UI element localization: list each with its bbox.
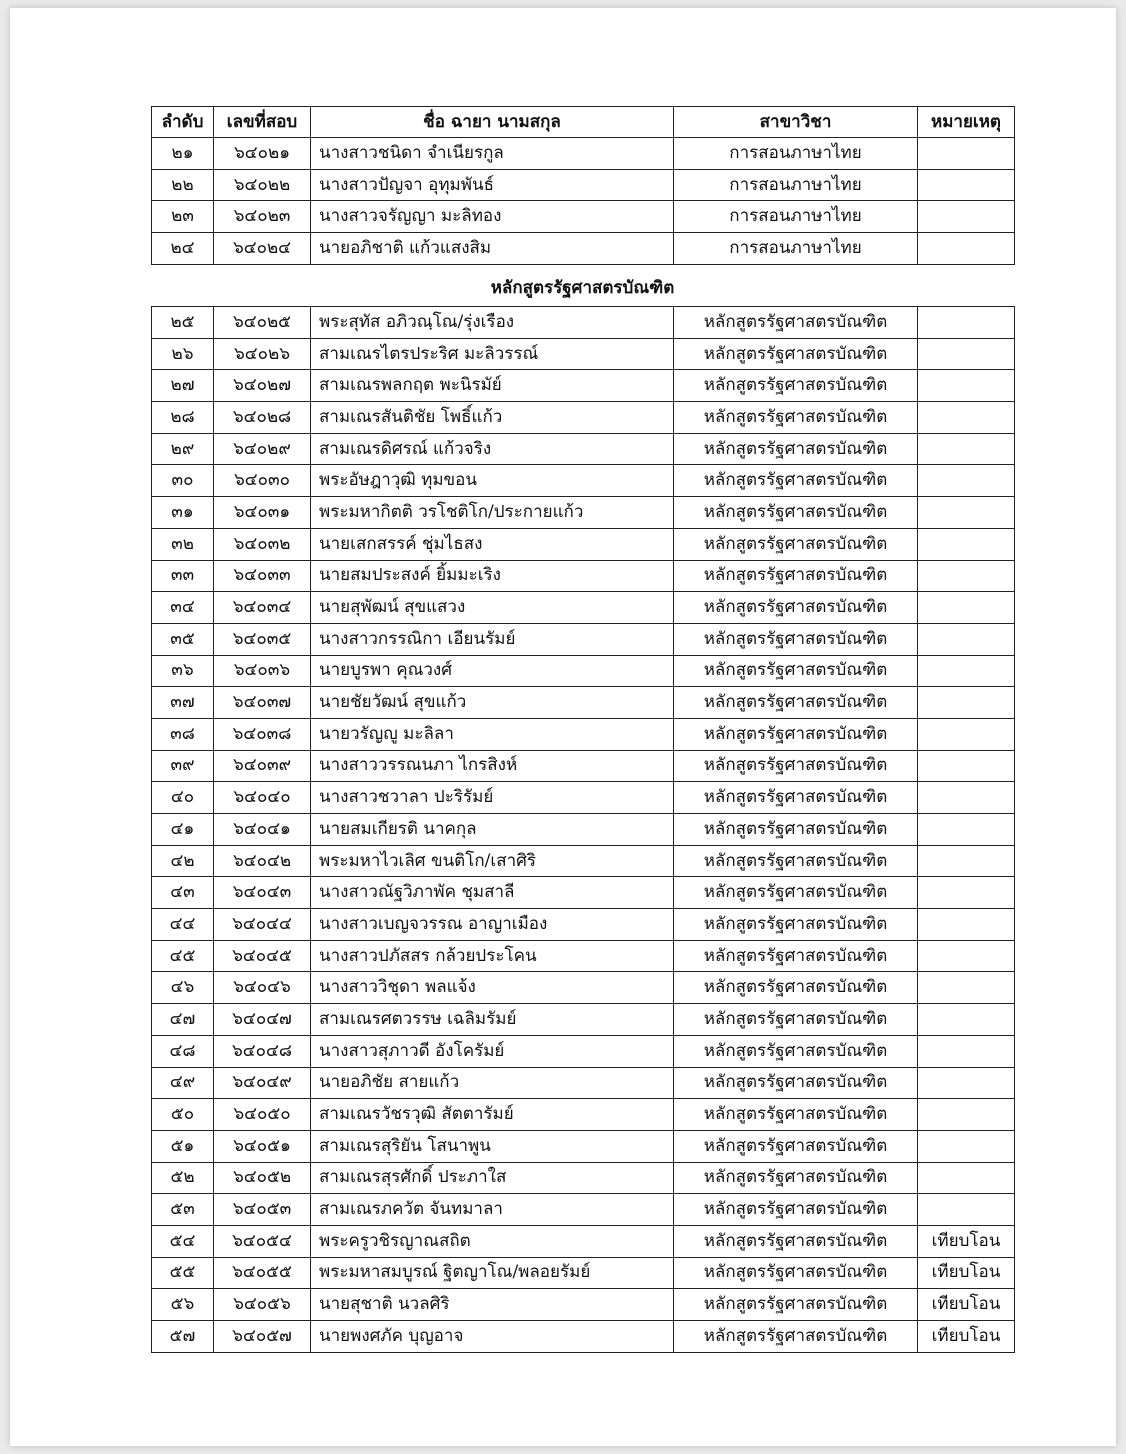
cell-exam-id: ๖๔๐๒๕ [214,307,311,339]
cell-exam-id: ๖๔๐๕๐ [214,1099,311,1131]
cell-exam-id: ๖๔๐๔๓ [214,877,311,909]
cell-name: นางสาวณัฐวิภาพัค ชุมสาลี [311,877,674,909]
cell-no: ๕๖ [152,1289,214,1321]
header-no: ลำดับ [152,107,214,138]
cell-no: ๒๖ [152,338,214,370]
cell-major: หลักสูตรรัฐศาสตรบัณฑิต [674,1004,918,1036]
cell-no: ๕๕ [152,1257,214,1289]
cell-no: ๕๔ [152,1225,214,1257]
cell-no: ๓๕ [152,623,214,655]
cell-no: ๓๓ [152,560,214,592]
cell-no: ๕๐ [152,1099,214,1131]
cell-major: หลักสูตรรัฐศาสตรบัณฑิต [674,1035,918,1067]
cell-no: ๔๑ [152,814,214,846]
table-row [152,201,1015,233]
table-row [152,497,1015,529]
cell-no: ๓๖ [152,655,214,687]
cell-no: ๔๒ [152,845,214,877]
cell-no: ๔๓ [152,877,214,909]
cell-name: นายอภิชาติ แก้วแสงสิม [311,233,674,265]
cell-no: ๔๘ [152,1035,214,1067]
header-major: สาขาวิชา [674,107,918,138]
cell-name: นางสาวกรรณิกา เอียนรัมย์ [311,623,674,655]
table-row [152,307,1015,339]
cell-name: นางสาววิชุดา พลแจ้ง [311,972,674,1004]
table-row [152,560,1015,592]
cell-exam-id: ๖๔๐๓๒ [214,528,311,560]
table-row [152,465,1015,497]
cell-name: นายอภิชัย สายแก้ว [311,1067,674,1099]
table-row [152,782,1015,814]
table-row [152,433,1015,465]
cell-name: สามเณรศตวรรษ เฉลิมรัมย์ [311,1004,674,1036]
cell-name: นายชัยวัฒน์ สุขแก้ว [311,687,674,719]
cell-exam-id: ๖๔๐๒๖ [214,338,311,370]
table-row [152,233,1015,265]
cell-exam-id: ๖๔๐๓๔ [214,592,311,624]
cell-note: เทียบโอน [918,1257,1015,1289]
cell-no: ๓๐ [152,465,214,497]
cell-no: ๓๑ [152,497,214,529]
cell-major: หลักสูตรรัฐศาสตรบัณฑิต [674,845,918,877]
cell-exam-id: ๖๔๐๕๑ [214,1130,311,1162]
cell-no: ๔๐ [152,782,214,814]
cell-name: สามเณรพลกฤต พะนิรมัย์ [311,370,674,402]
document-page [10,8,1116,1446]
cell-name: พระมหาสมบูรณ์ ฐิตญาโณ/พลอยรัมย์ [311,1257,674,1289]
cell-no: ๒๓ [152,201,214,233]
cell-name: นายสุชาติ นวลศิริ [311,1289,674,1321]
cell-note [918,201,1015,233]
cell-major: หลักสูตรรัฐศาสตรบัณฑิต [674,1130,918,1162]
cell-note [918,560,1015,592]
cell-name: นายเสกสรรค์ ชุ่มไธสง [311,528,674,560]
cell-note [918,138,1015,170]
table-row [152,1194,1015,1226]
cell-exam-id: ๖๔๐๕๕ [214,1257,311,1289]
cell-exam-id: ๖๔๐๓๗ [214,687,311,719]
cell-no: ๒๗ [152,370,214,402]
cell-note [918,718,1015,750]
table-row [152,718,1015,750]
cell-exam-id: ๖๔๐๕๓ [214,1194,311,1226]
cell-note [918,1067,1015,1099]
cell-major: หลักสูตรรัฐศาสตรบัณฑิต [674,623,918,655]
cell-major: หลักสูตรรัฐศาสตรบัณฑิต [674,338,918,370]
cell-note [918,623,1015,655]
cell-name: สามเณรสันติชัย โพธิ์แก้ว [311,402,674,434]
cell-exam-id: ๖๔๐๒๒ [214,169,311,201]
cell-note [918,465,1015,497]
table-row [152,1321,1015,1353]
cell-name: นายบูรพา คุณวงศ์ [311,655,674,687]
cell-note [918,1099,1015,1131]
cell-note [918,402,1015,434]
cell-note [918,307,1015,339]
cell-major: หลักสูตรรัฐศาสตรบัณฑิต [674,1257,918,1289]
cell-note [918,1162,1015,1194]
cell-name: นางสาวเบญจวรรณ อาญาเมือง [311,909,674,941]
cell-no: ๓๙ [152,750,214,782]
cell-name: นางสาวปัญจา อุทุมพันธ์ [311,169,674,201]
cell-name: พระสุทัส อภิวณฺโณ/รุ่งเรือง [311,307,674,339]
cell-no: ๓๘ [152,718,214,750]
table-body-section2 [152,307,1015,1353]
table-body-section1 [152,138,1015,265]
cell-no: ๒๙ [152,433,214,465]
cell-major: หลักสูตรรัฐศาสตรบัณฑิต [674,655,918,687]
table-row [152,592,1015,624]
cell-name: นายสมเกียรติ นาคกุล [311,814,674,846]
cell-note [918,909,1015,941]
cell-major: หลักสูตรรัฐศาสตรบัณฑิต [674,782,918,814]
cell-name: นายวรัญญู มะลิลา [311,718,674,750]
table-row [152,1225,1015,1257]
cell-no: ๒๕ [152,307,214,339]
cell-note [918,845,1015,877]
cell-exam-id: ๖๔๐๕๖ [214,1289,311,1321]
table-row [152,528,1015,560]
cell-note [918,338,1015,370]
table-row [152,138,1015,170]
cell-exam-id: ๖๔๐๓๑ [214,497,311,529]
cell-no: ๕๓ [152,1194,214,1226]
cell-major: หลักสูตรรัฐศาสตรบัณฑิต [674,433,918,465]
cell-exam-id: ๖๔๐๔๒ [214,845,311,877]
cell-name: นางสาวชนิดา จำเนียรกูล [311,138,674,170]
cell-exam-id: ๖๔๐๔๘ [214,1035,311,1067]
cell-exam-id: ๖๔๐๓๘ [214,718,311,750]
cell-major: หลักสูตรรัฐศาสตรบัณฑิต [674,718,918,750]
cell-exam-id: ๖๔๐๔๐ [214,782,311,814]
table-row [152,845,1015,877]
table-section-thai-teaching [151,106,1015,265]
cell-major: หลักสูตรรัฐศาสตรบัณฑิต [674,307,918,339]
cell-exam-id: ๖๔๐๕๒ [214,1162,311,1194]
cell-name: นางสาวชวาลา ปะริรัมย์ [311,782,674,814]
cell-exam-id: ๖๔๐๔๑ [214,814,311,846]
cell-exam-id: ๖๔๐๒๑ [214,138,311,170]
table-row [152,1162,1015,1194]
table-row [152,1004,1015,1036]
table-row [152,972,1015,1004]
cell-name: พระมหากิตติ วรโชติโก/ประกายแก้ว [311,497,674,529]
cell-name: สามเณรสุริยัน โสนาพูน [311,1130,674,1162]
cell-major: หลักสูตรรัฐศาสตรบัณฑิต [674,1321,918,1353]
cell-note [918,877,1015,909]
cell-name: นายสมประสงค์ ยิ้มมะเริง [311,560,674,592]
cell-name: พระอัษฎาวุฒิ ทุมขอน [311,465,674,497]
cell-major: การสอนภาษาไทย [674,169,918,201]
cell-note [918,433,1015,465]
cell-exam-id: ๖๔๐๓๖ [214,655,311,687]
cell-exam-id: ๖๔๐๒๔ [214,233,311,265]
cell-no: ๒๔ [152,233,214,265]
table-row [152,750,1015,782]
cell-name: นายพงศภัค บุญอาจ [311,1321,674,1353]
cell-major: หลักสูตรรัฐศาสตรบัณฑิต [674,877,918,909]
cell-exam-id: ๖๔๐๔๙ [214,1067,311,1099]
table-section-political-science [151,306,1015,1353]
cell-major: หลักสูตรรัฐศาสตรบัณฑิต [674,402,918,434]
table-row [152,1035,1015,1067]
cell-name: สามเณรไตรประริศ มะลิวรรณ์ [311,338,674,370]
cell-note: เทียบโอน [918,1225,1015,1257]
section-title-political-science: หลักสูตรรัฐศาสตรบัณฑิต [490,278,675,298]
cell-no: ๓๗ [152,687,214,719]
cell-name: นางสาวสุภาวดี อังโครัมย์ [311,1035,674,1067]
cell-no: ๓๔ [152,592,214,624]
cell-no: ๕๗ [152,1321,214,1353]
table-row [152,909,1015,941]
cell-exam-id: ๖๔๐๓๕ [214,623,311,655]
cell-note [918,782,1015,814]
header-note: หมายเหตุ [918,107,1015,138]
cell-no: ๔๔ [152,909,214,941]
cell-no: ๒๘ [152,402,214,434]
cell-exam-id: ๖๔๐๒๓ [214,201,311,233]
cell-exam-id: ๖๔๐๔๔ [214,909,311,941]
cell-name: พระครูวชิรญาณสถิต [311,1225,674,1257]
cell-exam-id: ๖๔๐๕๗ [214,1321,311,1353]
cell-major: การสอนภาษาไทย [674,201,918,233]
cell-major: หลักสูตรรัฐศาสตรบัณฑิต [674,528,918,560]
header-exam-id: เลขที่สอบ [214,107,311,138]
cell-major: หลักสูตรรัฐศาสตรบัณฑิต [674,497,918,529]
table-row [152,1257,1015,1289]
cell-note [918,687,1015,719]
cell-exam-id: ๖๔๐๔๖ [214,972,311,1004]
cell-major: การสอนภาษาไทย [674,233,918,265]
table-row [152,687,1015,719]
cell-note [918,1130,1015,1162]
cell-major: หลักสูตรรัฐศาสตรบัณฑิต [674,1194,918,1226]
cell-name: สามเณรภควัต จันทมาลา [311,1194,674,1226]
cell-note [918,814,1015,846]
cell-major: หลักสูตรรัฐศาสตรบัณฑิต [674,1067,918,1099]
table-header-row [152,107,1015,138]
cell-exam-id: ๖๔๐๔๗ [214,1004,311,1036]
cell-exam-id: ๖๔๐๕๔ [214,1225,311,1257]
cell-note [918,1194,1015,1226]
table-row [152,1099,1015,1131]
cell-name: นางสาวปภัสสร กล้วยประโคน [311,940,674,972]
cell-no: ๔๕ [152,940,214,972]
cell-exam-id: ๖๔๐๓๐ [214,465,311,497]
cell-no: ๔๖ [152,972,214,1004]
cell-major: หลักสูตรรัฐศาสตรบัณฑิต [674,560,918,592]
table-row [152,1130,1015,1162]
cell-name: พระมหาไวเลิศ ขนติโก/เสาศิริ [311,845,674,877]
cell-no: ๕๑ [152,1130,214,1162]
cell-name: นางสาวจรัญญา มะลิทอง [311,201,674,233]
table-row [152,338,1015,370]
cell-note [918,940,1015,972]
cell-major: หลักสูตรรัฐศาสตรบัณฑิต [674,687,918,719]
cell-no: ๒๒ [152,169,214,201]
cell-major: หลักสูตรรัฐศาสตรบัณฑิต [674,465,918,497]
cell-no: ๒๑ [152,138,214,170]
cell-major: หลักสูตรรัฐศาสตรบัณฑิต [674,370,918,402]
cell-name: สามเณรดิศรณ์ แก้วจริง [311,433,674,465]
cell-no: ๓๒ [152,528,214,560]
table-row [152,623,1015,655]
cell-major: หลักสูตรรัฐศาสตรบัณฑิต [674,750,918,782]
cell-exam-id: ๖๔๐๒๙ [214,433,311,465]
cell-no: ๔๗ [152,1004,214,1036]
cell-major: หลักสูตรรัฐศาสตรบัณฑิต [674,1162,918,1194]
cell-exam-id: ๖๔๐๒๗ [214,370,311,402]
cell-no: ๕๒ [152,1162,214,1194]
cell-major: หลักสูตรรัฐศาสตรบัณฑิต [674,814,918,846]
table-row [152,655,1015,687]
cell-name: สามเณรวัชรวุฒิ สัตตารัมย์ [311,1099,674,1131]
cell-note [918,750,1015,782]
table-row [152,169,1015,201]
cell-note [918,497,1015,529]
cell-major: การสอนภาษาไทย [674,138,918,170]
cell-note [918,1035,1015,1067]
cell-exam-id: ๖๔๐๓๙ [214,750,311,782]
table-row [152,1067,1015,1099]
table-row [152,402,1015,434]
cell-major: หลักสูตรรัฐศาสตรบัณฑิต [674,1099,918,1131]
cell-major: หลักสูตรรัฐศาสตรบัณฑิต [674,592,918,624]
cell-exam-id: ๖๔๐๒๘ [214,402,311,434]
cell-note [918,233,1015,265]
cell-name: สามเณรสุรศักดิ์ ประภาใส [311,1162,674,1194]
cell-exam-id: ๖๔๐๓๓ [214,560,311,592]
cell-note [918,592,1015,624]
cell-major: หลักสูตรรัฐศาสตรบัณฑิต [674,1225,918,1257]
cell-major: หลักสูตรรัฐศาสตรบัณฑิต [674,909,918,941]
header-name: ชื่อ ฉายา นามสกุล [311,107,674,138]
cell-note [918,169,1015,201]
table-row [152,370,1015,402]
cell-note [918,370,1015,402]
cell-name: นางสาววรรณนภา ไกรสิงห์ [311,750,674,782]
table-row [152,877,1015,909]
cell-no: ๔๙ [152,1067,214,1099]
cell-note [918,1004,1015,1036]
cell-major: หลักสูตรรัฐศาสตรบัณฑิต [674,972,918,1004]
cell-note [918,655,1015,687]
table-row [152,940,1015,972]
cell-note [918,972,1015,1004]
cell-exam-id: ๖๔๐๔๕ [214,940,311,972]
table-row [152,814,1015,846]
cell-major: หลักสูตรรัฐศาสตรบัณฑิต [674,1289,918,1321]
table-row [152,1289,1015,1321]
cell-name: นายสุพัฒน์ สุขแสวง [311,592,674,624]
cell-note: เทียบโอน [918,1289,1015,1321]
cell-note: เทียบโอน [918,1321,1015,1353]
cell-note [918,528,1015,560]
cell-major: หลักสูตรรัฐศาสตรบัณฑิต [674,940,918,972]
